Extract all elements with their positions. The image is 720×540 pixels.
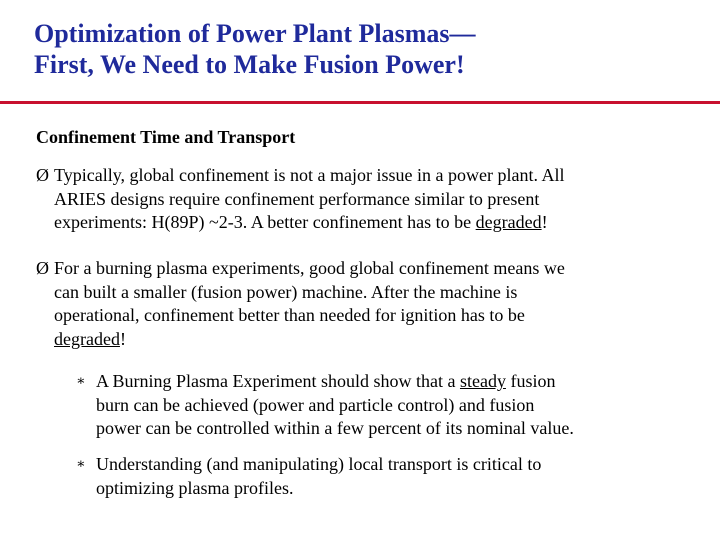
sub-bullet-line <box>76 370 706 394</box>
title-divider <box>0 101 720 104</box>
bullet-text: Typically, global confinement is not a major issue in a power plant. All <box>54 165 565 185</box>
sub-bullet-line: optimizing plasma profiles. <box>96 477 294 498</box>
title-line-2: First, We Need to Make Fusion Power! <box>34 50 465 79</box>
bullet-text: ! <box>541 212 548 232</box>
asterisk-bullet-icon: ∗ <box>76 457 86 472</box>
asterisk-bullet-icon: ∗ <box>76 374 86 389</box>
bullet-text: experiments: H(89P) ~2-3. A better confinement has to be <box>54 212 476 232</box>
title-line-1: Optimization of Power Plant Plasmas— <box>34 19 476 48</box>
underlined-word: degraded <box>475 212 542 232</box>
sub-bullet-line <box>76 453 706 477</box>
bullet-item-global-confinement <box>36 164 706 235</box>
sub-bullet-text: fusion <box>505 371 556 391</box>
sub-bullet-text: A Burning Plasma Experiment should show that a <box>96 371 460 391</box>
bullet-line <box>36 211 706 235</box>
sub-bullet-line: burn can be achieved (power and particle control) and fusion <box>96 394 535 415</box>
section-heading: Confinement Time and Transport <box>36 127 296 147</box>
sub-bullet-steady-burn <box>76 370 706 441</box>
bullet-item-burning-plasma <box>36 257 706 351</box>
bullet-text: For a burning plasma experiments, good global confinement means we <box>54 258 565 278</box>
arrow-bullet-icon: Ø <box>36 258 49 278</box>
underlined-word: steady <box>459 371 506 391</box>
sub-bullet-text: Understanding (and manipulating) local transport is critical to <box>96 454 542 474</box>
underlined-word: degraded <box>54 328 120 349</box>
bullet-line <box>36 257 706 281</box>
sub-bullet-line: power can be controlled within a few percent of its nominal value. <box>96 418 574 438</box>
slide-title <box>34 18 704 80</box>
bullet-line: operational, confinement better than needed for ignition has to be <box>54 305 525 325</box>
sub-bullet-local-transport <box>76 453 706 500</box>
arrow-bullet-icon: Ø <box>36 165 49 185</box>
bullet-line: ARIES designs require confinement performance similar to present <box>54 188 540 209</box>
bullet-text: ! <box>119 328 126 349</box>
bullet-line: can built a smaller (fusion power) machine. After the machine is <box>54 281 518 302</box>
bullet-line <box>36 328 706 352</box>
bullet-line <box>36 164 706 188</box>
